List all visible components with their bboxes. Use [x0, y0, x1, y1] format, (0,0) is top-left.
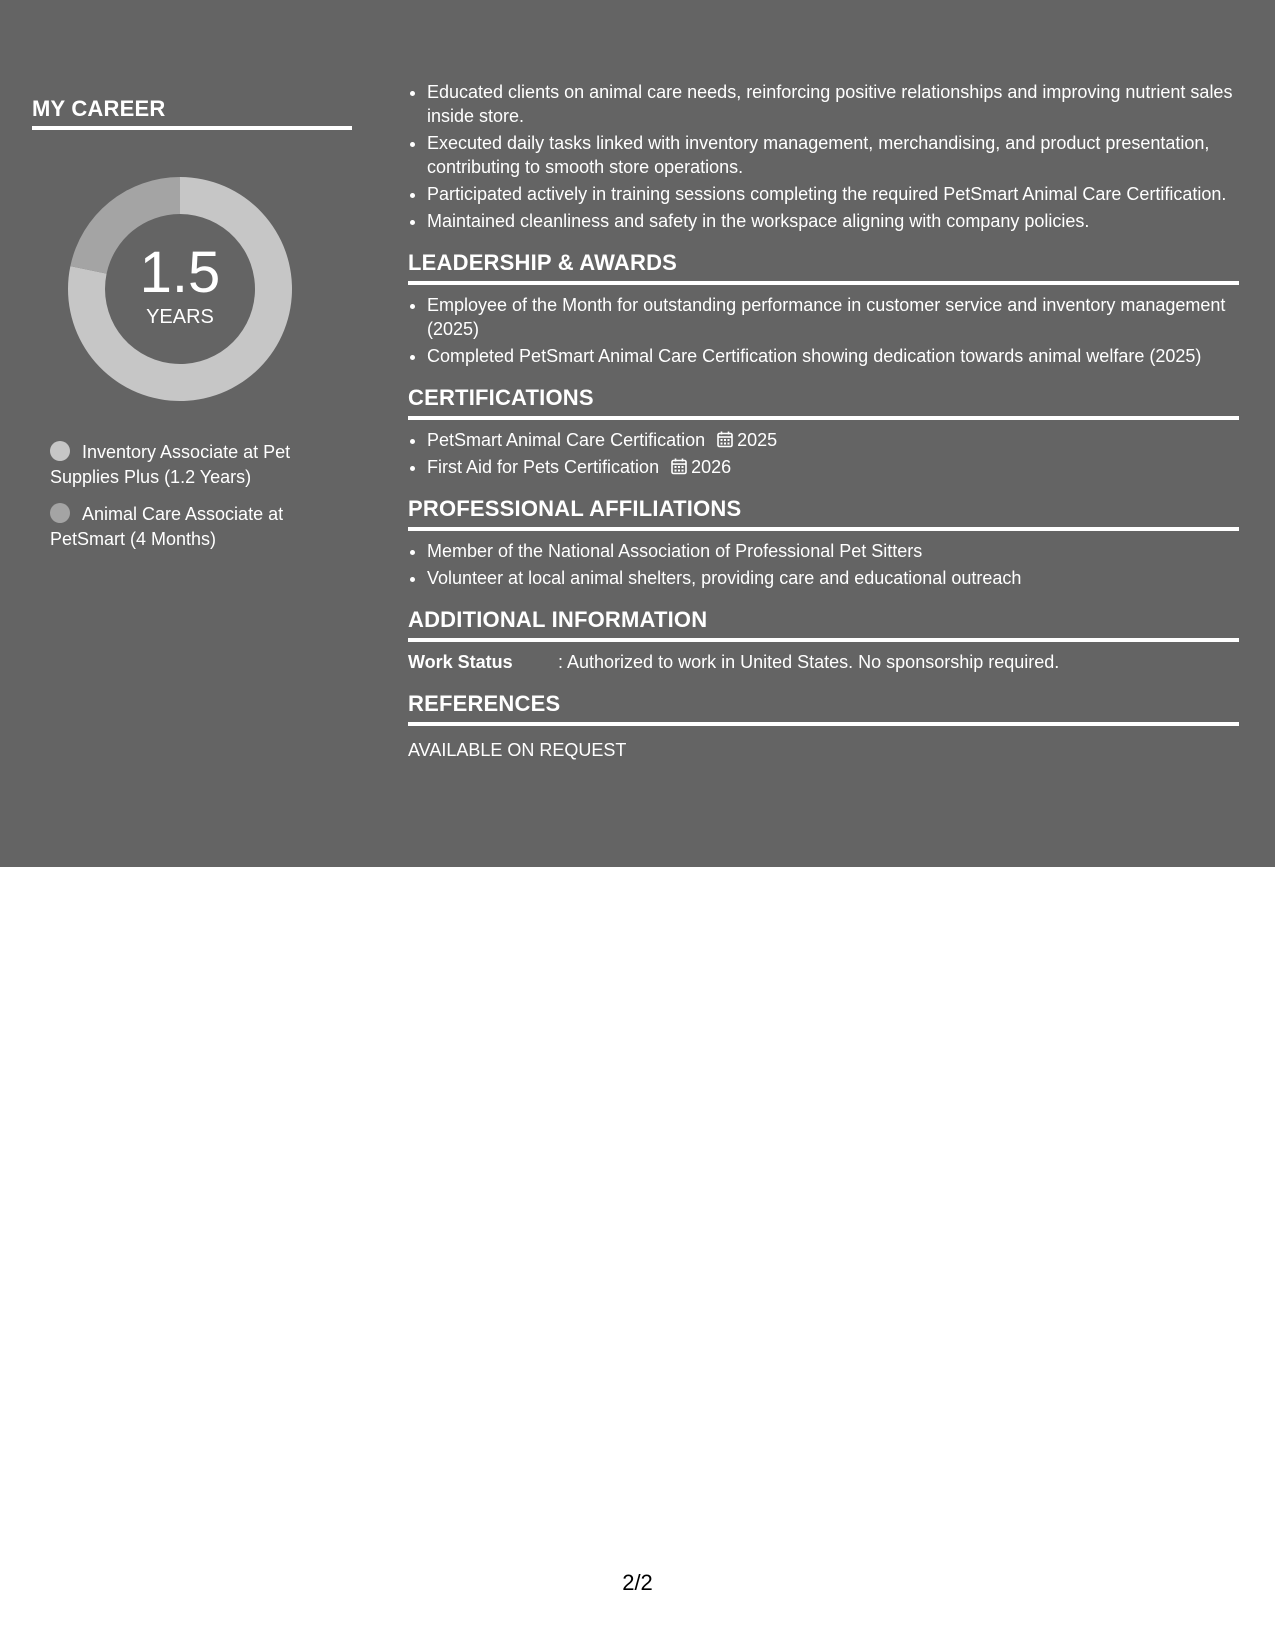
- certifications-list: [408, 428, 1239, 479]
- list-item: • Employee of the Month for outstanding performance in customer service and inventory management (2025): [427, 293, 1239, 341]
- legend-item: [50, 502, 320, 552]
- list-item: [427, 428, 1239, 452]
- references-text: AVAILABLE ON REQUEST: [408, 740, 627, 760]
- list-item: • Member of the National Association of Professional Pet Sitters: [427, 539, 1239, 563]
- list-item: • Volunteer at local animal shelters, providing care and educational outreach: [427, 566, 1239, 590]
- career-donut: [65, 174, 295, 404]
- work-status-value: : Authorized to work in United States. No sponsorship required.: [558, 652, 1060, 672]
- legend-label: Animal Care Associate at PetSmart (4 Months): [50, 504, 284, 549]
- legend-dot: [50, 441, 70, 461]
- list-item: • Completed PetSmart Animal Care Certification showing dedication towards animal welfare (2025): [427, 344, 1239, 368]
- career-column: [32, 96, 352, 564]
- certification-year: [717, 430, 777, 450]
- legend-label: Inventory Associate at Pet Supplies Plus (1.2 Years): [50, 442, 291, 487]
- list-item: • Participated actively in training sessions completing the required PetSmart Animal Care Certification.: [427, 182, 1239, 206]
- certifications-heading: CERTIFICATIONS: [408, 384, 1239, 420]
- experience-list: [408, 80, 1239, 233]
- career-total-value: 1.5: [139, 240, 221, 305]
- certification-name: First Aid for Pets Certification: [427, 457, 660, 477]
- additional-heading: ADDITIONAL INFORMATION: [408, 606, 1239, 642]
- career-heading: MY CAREER: [32, 96, 352, 130]
- certification-name: PetSmart Animal Care Certification: [427, 430, 706, 450]
- list-item: • Maintained cleanliness and safety in the workspace aligning with company policies.: [427, 209, 1239, 233]
- list-item: • Executed daily tasks linked with inventory management, merchandising, and product presentation, contributing to smooth store operations.: [427, 131, 1239, 179]
- work-status-label: Work Status: [408, 652, 513, 672]
- main-column: [408, 80, 1239, 762]
- certification-year-text: 2025: [737, 430, 778, 450]
- list-item: [427, 455, 1239, 479]
- certification-year-text: 2026: [691, 457, 732, 477]
- career-legend: [50, 440, 320, 552]
- references-heading: REFERENCES: [408, 690, 1239, 726]
- legend-item: [50, 440, 320, 490]
- certification-year: [671, 457, 731, 477]
- list-item: • Educated clients on animal care needs, reinforcing positive relationships and improving nutrient sales inside store.: [427, 80, 1239, 128]
- leadership-list: [408, 293, 1239, 368]
- legend-dot: [50, 503, 70, 523]
- page-number: 2/2: [622, 1570, 653, 1595]
- affiliations-list: [408, 539, 1239, 590]
- affiliations-heading: PROFESSIONAL AFFILIATIONS: [408, 495, 1239, 531]
- leadership-heading: LEADERSHIP & AWARDS: [408, 249, 1239, 285]
- career-total-unit: YEARS: [146, 306, 214, 328]
- calendar-icon: [717, 431, 733, 448]
- calendar-icon: [671, 458, 687, 475]
- work-status-row: [408, 650, 1239, 674]
